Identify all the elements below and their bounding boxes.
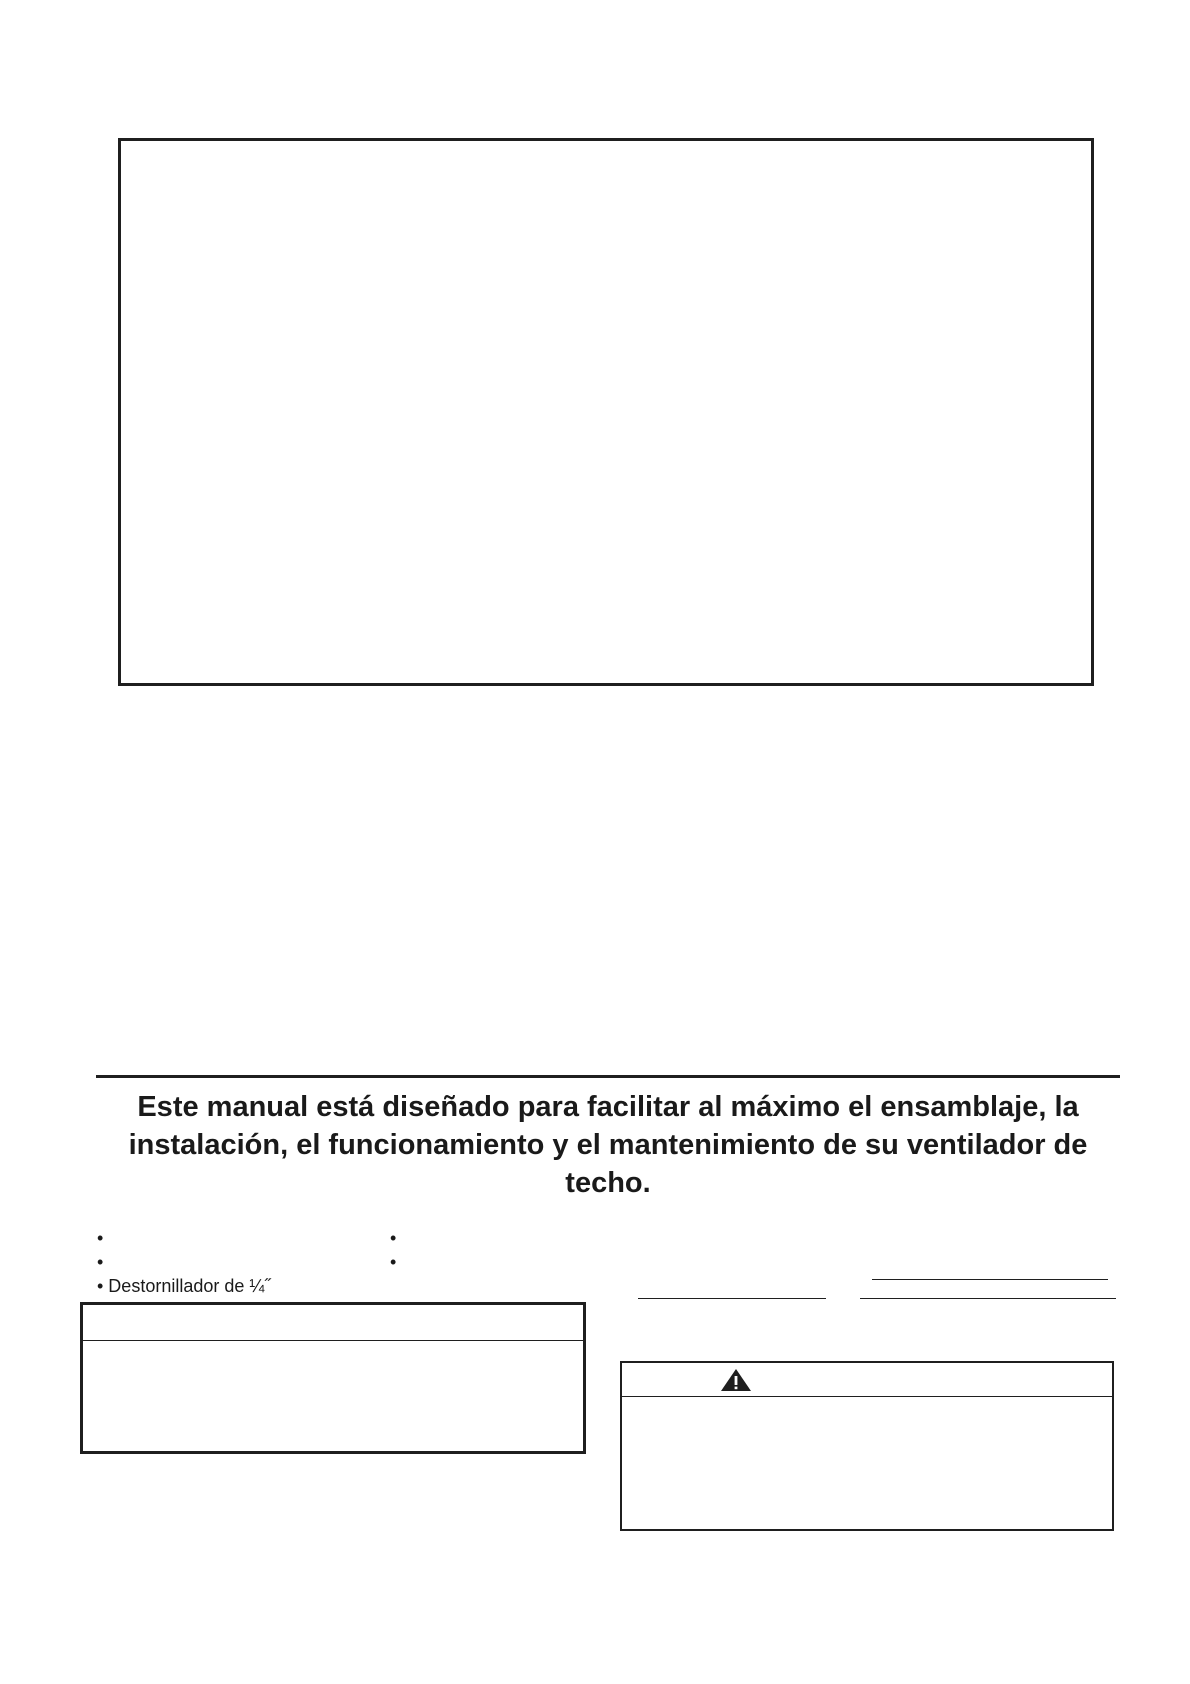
- fill-in-line: [638, 1298, 826, 1299]
- tool-list-bullet: •: [97, 1228, 104, 1248]
- fill-in-line: [872, 1279, 1108, 1280]
- main-frame: [118, 138, 1094, 686]
- tool-list-bullet: •: [390, 1252, 397, 1272]
- heading-divider: [96, 1075, 1120, 1078]
- fill-in-line: [860, 1298, 1116, 1299]
- intro-heading: [96, 1088, 1120, 1202]
- tool-list-bullet: •: [97, 1252, 104, 1272]
- warning-box: [620, 1361, 1114, 1531]
- warning-triangle-icon: [720, 1368, 752, 1392]
- intro-heading-line-1: Este manual está diseñado para facilitar al máximo el ensamblaje, la: [137, 1091, 1079, 1123]
- warning-box-divider: [622, 1396, 1112, 1397]
- notice-box: [80, 1302, 586, 1454]
- tool-list-bullet: •: [390, 1228, 397, 1248]
- intro-heading-line-2: instalación, el funcionamiento y el mantenimiento de su ventilador de techo.: [128, 1129, 1088, 1199]
- tool-item-screwdriver: • Destornillador de ¼˝: [97, 1276, 271, 1296]
- notice-box-divider: [83, 1340, 583, 1341]
